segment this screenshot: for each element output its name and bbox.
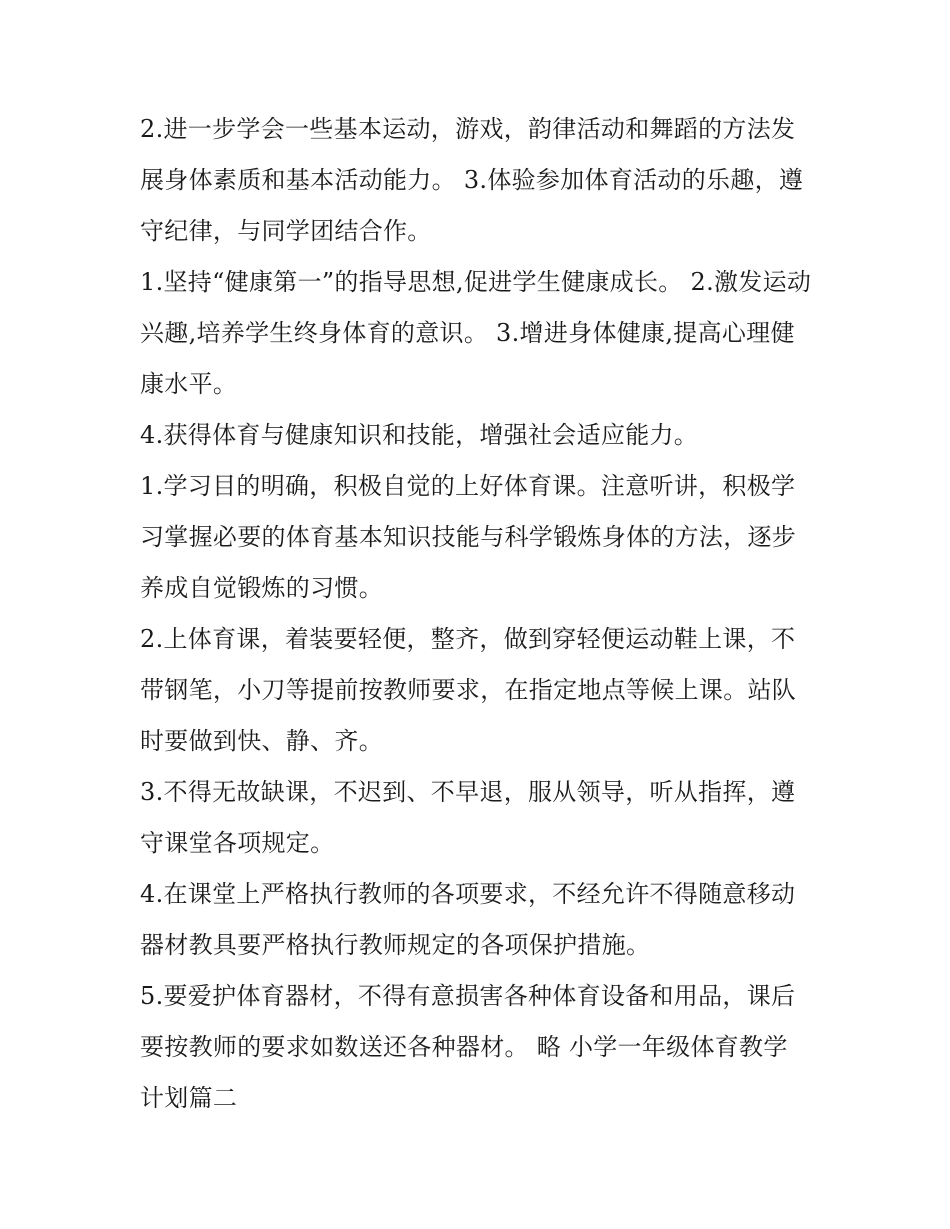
text-line: 3.不得无故缺课，不迟到、不早退，服从领导，听从指挥，遵 <box>140 778 796 806</box>
paragraph <box>140 614 820 767</box>
document-body <box>140 104 820 1124</box>
text-line: 养成自觉锻炼的习惯。 <box>140 574 383 602</box>
paragraph <box>140 461 820 614</box>
text-line: 1.学习目的明确，积极自觉的上好体育课。注意听讲，积极学 <box>140 472 796 500</box>
text-line: 习掌握必要的体育基本知识技能与科学锻炼身体的方法，逐步 <box>140 523 797 551</box>
text-line: 守纪律，与同学团结合作。 <box>140 217 432 245</box>
text-line: 兴趣,培养学生终身体育的意识。 3.增进身体健康,提高心理健 <box>140 319 795 347</box>
paragraph <box>140 971 820 1124</box>
text-line: 要按教师的要求如数送还各种器材。 略 小学一年级体育教学 <box>140 1033 788 1061</box>
text-line: 守课堂各项规定。 <box>140 829 335 857</box>
text-line: 5.要爱护体育器材，不得有意损害各种体育设备和用品，课后 <box>140 982 796 1010</box>
text-line: 展身体素质和基本活动能力。 3.体验参加体育活动的乐趣，遵 <box>140 166 804 194</box>
text-line: 4.获得体育与健康知识和技能，增强社会适应能力。 <box>140 421 699 449</box>
paragraph <box>140 869 820 971</box>
text-line: 1.坚持“健康第一”的指导思想,促进学生健康成长。 2.激发运动 <box>140 268 812 296</box>
text-line: 计划篇二 <box>140 1084 238 1112</box>
paragraph <box>140 257 820 410</box>
paragraph <box>140 104 820 257</box>
text-line: 4.在课堂上严格执行教师的各项要求，不经允许不得随意移动 <box>140 880 796 908</box>
text-line: 器材教具要严格执行教师规定的各项保护措施。 <box>140 931 651 959</box>
text-line: 时要做到快、静、齐。 <box>140 727 383 755</box>
text-line: 带钢笔，小刀等提前按教师要求，在指定地点等候上课。站队 <box>140 676 797 704</box>
text-line: 康水平。 <box>140 370 238 398</box>
text-line: 2.上体育课，着装要轻便，整齐，做到穿轻便运动鞋上课，不 <box>140 625 796 653</box>
text-line: 2.进一步学会一些基本运动，游戏，韵律活动和舞蹈的方法发 <box>140 115 796 143</box>
paragraph <box>140 410 820 461</box>
paragraph <box>140 767 820 869</box>
